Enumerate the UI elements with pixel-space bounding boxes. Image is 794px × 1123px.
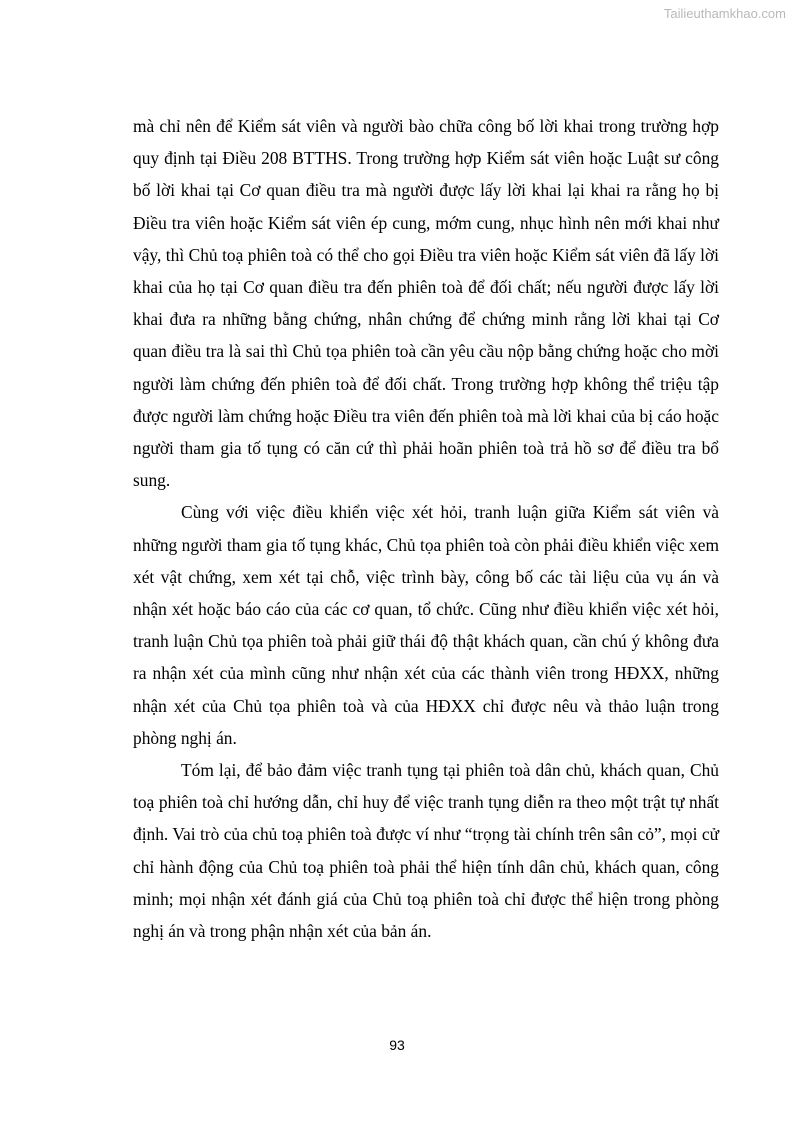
paragraph-presiding-control: Cùng với việc điều khiển việc xét hỏi, tranh luận giữa Kiểm sát viên và những người tham gia tố tụng khác, Chủ tọa phiên toà còn phải điều khiển việc xem xét vật chứng, xem xét tại chỗ, việc trình bày, công bố các tài liệu của vụ án và nhận xét hoặc báo cáo của các cơ quan, tổ chức. Cũng như điều khiển việc xét hỏi, tranh luận Chủ tọa phiên toà phải giữ thái độ thật khách quan, cần chú ý không đưa ra nhận xét của mình cũng như nhận xét của các thành viên trong HĐXX, những nhận xét của Chủ tọa phiên toà và của HĐXX chỉ được nêu và thảo luận trong phòng nghị án. (133, 502, 719, 748)
page-number: 93 (389, 1037, 405, 1053)
paragraph-continuation: mà chỉ nên để Kiểm sát viên và người bào chữa công bố lời khai trong trường hợp quy định tại Điều 208 BTTHS. Trong trường hợp Kiểm sát viên hoặc Luật sư công bố lời khai tại Cơ quan điều tra mà người được lấy lời khai lại khai ra rằng họ bị Điều tra viên hoặc Kiểm sát viên ép cung, mớm cung, nhục hình nên mới khai như vậy, thì Chủ toạ phiên toà có thể cho gọi Điều tra viên hoặc Kiểm sát viên đã lấy lời khai của họ tại Cơ quan điều tra đến phiên toà để đối chất; nếu người được lấy lời khai đưa ra những bằng chứng, nhân chứng để chứng minh rằng lời khai tại Cơ quan điều tra là sai thì Chủ tọa phiên toà cần yêu cầu nộp bằng chứng hoặc cho mời người làm chứng đến phiên toà để đối chất. Trong trường hợp không thể triệu tập được người làm chứng hoặc Điều tra viên đến phiên toà mà lời khai của bị cáo hoặc người tham gia tố tụng có căn cứ thì phải hoãn phiên toà trả hồ sơ để điều tra bổ sung. (133, 116, 719, 491)
paragraph-conclusion: Tóm lại, để bảo đảm việc tranh tụng tại phiên toà dân chủ, khách quan, Chủ toạ phiên toà chỉ hướng dẫn, chỉ huy để việc tranh tụng diễn ra theo một trật tự nhất định. Vai trò của chủ toạ phiên toà được ví như “trọng tài chính trên sân cỏ”, mọi cử chỉ hành động của Chủ toạ phiên toà phải thể hiện tính dân chủ, khách quan, công minh; mọi nhận xét đánh giá của Chủ toạ phiên toà chỉ được thể hiện trong phòng nghị án và trong phận nhận xét của bản án. (133, 760, 719, 942)
document-body (133, 110, 719, 947)
watermark-text: Tailieuthamkhao.com (663, 6, 786, 21)
